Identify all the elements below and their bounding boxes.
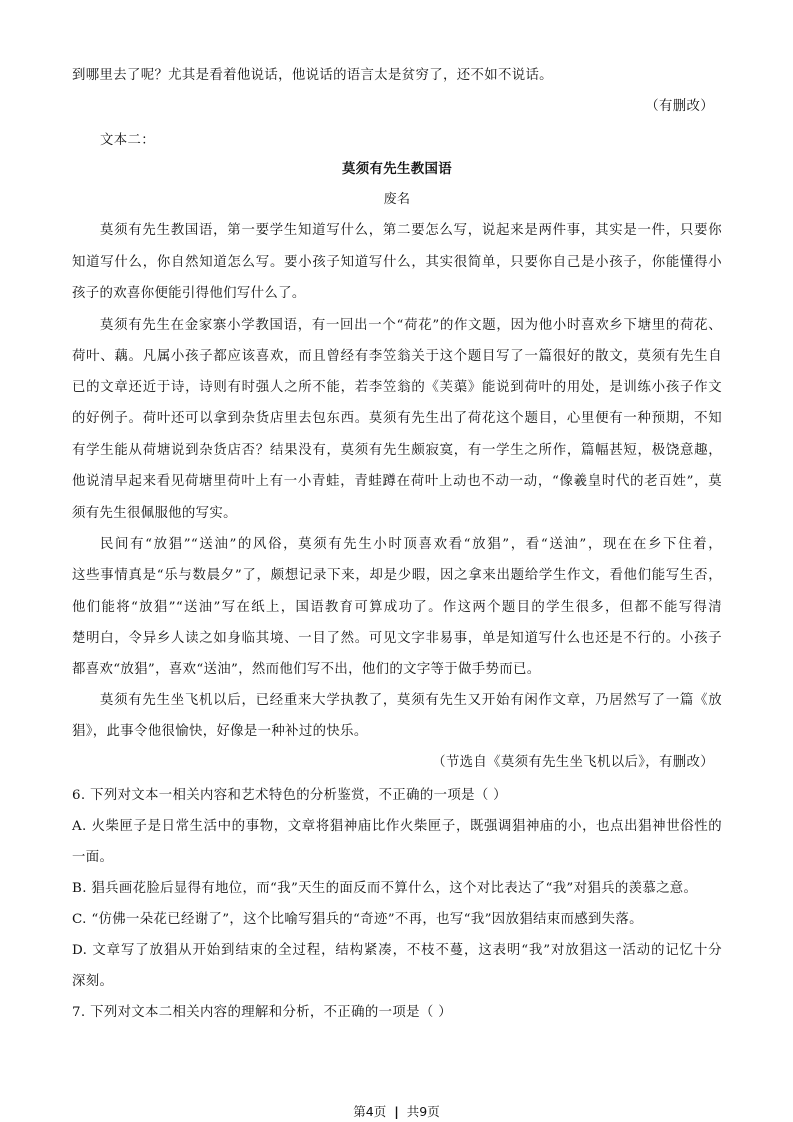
paragraph-line: 猖》，此事令他很愉快，好像是一种补过的快乐。 xyxy=(72,724,368,739)
paragraph-line: 莫须有先生教国语，第一要学生知道写什么，第二要怎么写，说起来是两件事，其实是一件，只要你 xyxy=(100,223,722,238)
paragraph-line: 楚明白，令异乡人读之如身临其境、一目了然。可见文字非易事，单是知道写什么也还是不行的。小孩子 xyxy=(72,631,722,646)
paragraph-line: 他说清早起来看见荷塘里荷叶上有一小青蛙，青蛙蹲在荷叶上动也不动一动，“像羲皇时代的老百姓”，莫 xyxy=(72,474,722,489)
revision-note: （有删改） xyxy=(645,99,714,114)
page-number: 第4页 xyxy=(353,1104,387,1119)
option-d: D. 文章写了放猖从开始到结束的全过程，结构紧凑，不枝不蔓，这表明“我”对放猖这一活动的记忆十分 xyxy=(72,943,722,958)
paragraph-line: 民间有“放猖”“送油”的风俗，莫须有先生小时顶喜欢看“放猖”，看“送油”，现在在乡下住着， xyxy=(100,537,722,552)
paragraph-line: 孩子的欢喜你便能引得他们写什么了。 xyxy=(72,286,306,301)
option-d-continued: 深刻。 xyxy=(72,974,114,989)
question-6: 6. 下列对文本一相关内容和艺术特色的分析鉴赏，不正确的一项是（ ） xyxy=(72,788,507,803)
paragraph-line: 的好例子。荷叶还可以拿到杂货店里去包东西。莫须有先生出了荷花这个题目，心里便有一种预期，不知 xyxy=(72,411,722,426)
paragraph-line: 他们能将“放猖”“送油”写在纸上，国语教育可算成功了。作这两个题目的学生很多，但都不能写得清 xyxy=(72,600,722,615)
paragraph-line: 荷叶、藕。凡属小孩子都应该喜欢，而且曾经有李笠翁关于这个题目写了一篇很好的散文，莫须有先生自 xyxy=(72,349,722,364)
paragraph-line: 已的文章还近于诗，诗则有时强人之所不能，若李笠翁的《芙蕖》能说到荷叶的用处，是训练小孩子作文 xyxy=(72,380,722,395)
paragraph-line: 有学生能从荷塘说到杂货店否？结果没有，莫须有先生颇寂寞，有一学生之所作，篇幅甚短，极饶意趣， xyxy=(72,443,722,458)
paragraph-line: 这些事情真是“乐与数晨夕”了，颇想记录下来，却是少暇，因之拿来出题给学生作文，看他们能写生否， xyxy=(72,568,722,583)
page-footer xyxy=(0,1104,793,1120)
source-citation: （节选自《莫须有先生坐飞机以后》，有删改） xyxy=(432,755,714,770)
paragraph-line: 都喜欢“放猖”，喜欢“送油”，然而他们写不出，他们的文字等于做手势而已。 xyxy=(72,662,541,677)
article-title: 莫须有先生教国语 xyxy=(342,162,452,177)
paragraph-line: 须有先生很佩服他的写实。 xyxy=(72,506,237,521)
option-b: B. 猖兵画花脸后显得有地位，而“我”天生的面反而不算什么，这个对比表达了“我”对猖兵的羡慕之意。 xyxy=(72,881,698,896)
option-c: C. “仿佛一朵花已经谢了”，这个比喻写猖兵的“奇迹”不再，也写“我”因放猖结束而感到失落。 xyxy=(72,912,643,927)
paragraph-line: 莫须有先生坐飞机以后，已经重来大学执教了，莫须有先生又开始有闲作文章，乃居然写了一篇《放 xyxy=(100,693,722,708)
page-total: 共9页 xyxy=(406,1104,440,1119)
article-author: 废名 xyxy=(383,192,411,207)
section-label: 文本二： xyxy=(100,133,155,148)
option-a-continued: 一面。 xyxy=(72,850,114,865)
text-line: 到哪里去了呢？尤其是看着他说话，他说话的语言太是贫穷了，还不如不说话。 xyxy=(72,68,553,83)
question-7: 7. 下列对文本二相关内容的理解和分析，不正确的一项是（ ） xyxy=(72,1005,452,1020)
paragraph-line: 莫须有先生在金家寨小学教国语，有一回出一个“荷花”的作文题，因为他小时喜欢乡下塘里的荷花、 xyxy=(100,318,722,333)
footer-separator: | xyxy=(394,1104,399,1119)
option-a: A. 火柴匣子是日常生活中的事物，文章将猖神庙比作火柴匣子，既强调猖神庙的小，也点出猖神世俗性的 xyxy=(72,819,722,834)
paragraph-line: 知道写什么，你自然知道怎么写。要小孩子知道写什么，其实很简单，只要你自己是小孩子，你能懂得小 xyxy=(72,255,722,270)
